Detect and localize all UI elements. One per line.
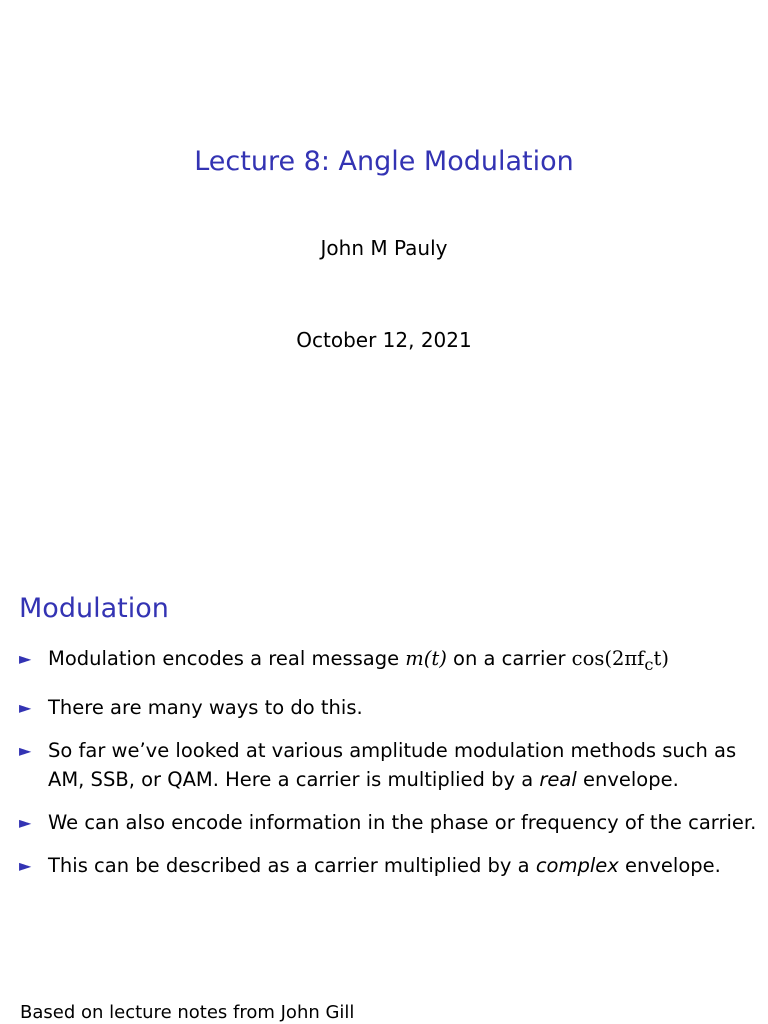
bullet-item: [19, 644, 759, 679]
bullet-item: [19, 851, 759, 880]
bullet-text: AM, SSB, or QAM. Here a carrier is multiplied by a: [48, 767, 540, 791]
math-expression: m(t): [405, 647, 447, 670]
emphasis-text: complex: [535, 853, 619, 877]
bullet-item: [19, 693, 759, 722]
emphasis-text: real: [539, 767, 577, 791]
bullet-text: This can be described as a carrier multiplied by a: [48, 853, 536, 877]
math-subscript: c: [644, 654, 654, 674]
bullet-text-line: So far we’ve looked at various amplitude modulation methods such as: [48, 738, 737, 762]
content-slide: [0, 560, 768, 1024]
bullet-text: We can also encode information in the phase or frequency of the carrier.: [48, 810, 757, 834]
bullet-text: Modulation encodes a real message: [48, 647, 406, 670]
triangle-bullet-icon: ►: [19, 855, 32, 875]
triangle-bullet-icon: ►: [19, 812, 32, 832]
bullet-text-line: [48, 765, 759, 794]
math-expression: [571, 647, 669, 674]
triangle-bullet-icon: ►: [19, 740, 32, 760]
bullet-item: [19, 808, 759, 837]
footnote: Based on lecture notes from John Gill: [20, 1002, 355, 1023]
bullet-text: envelope.: [576, 767, 679, 791]
bullet-item: [19, 736, 759, 794]
bullet-list: [19, 644, 759, 894]
math-part: cos(2πf: [571, 647, 645, 670]
bullet-text: There are many ways to do this.: [48, 695, 363, 719]
frame-title: Modulation: [19, 593, 169, 624]
triangle-bullet-icon: ►: [19, 649, 32, 668]
bullet-text: on a carrier: [446, 647, 572, 670]
bullet-text: envelope.: [618, 853, 721, 877]
triangle-bullet-icon: ►: [19, 697, 32, 717]
math-part: t): [653, 647, 669, 670]
lecture-date: October 12, 2021: [296, 328, 472, 352]
lecture-title: Lecture 8: Angle Modulation: [194, 146, 574, 177]
author-name: John M Pauly: [320, 236, 448, 260]
